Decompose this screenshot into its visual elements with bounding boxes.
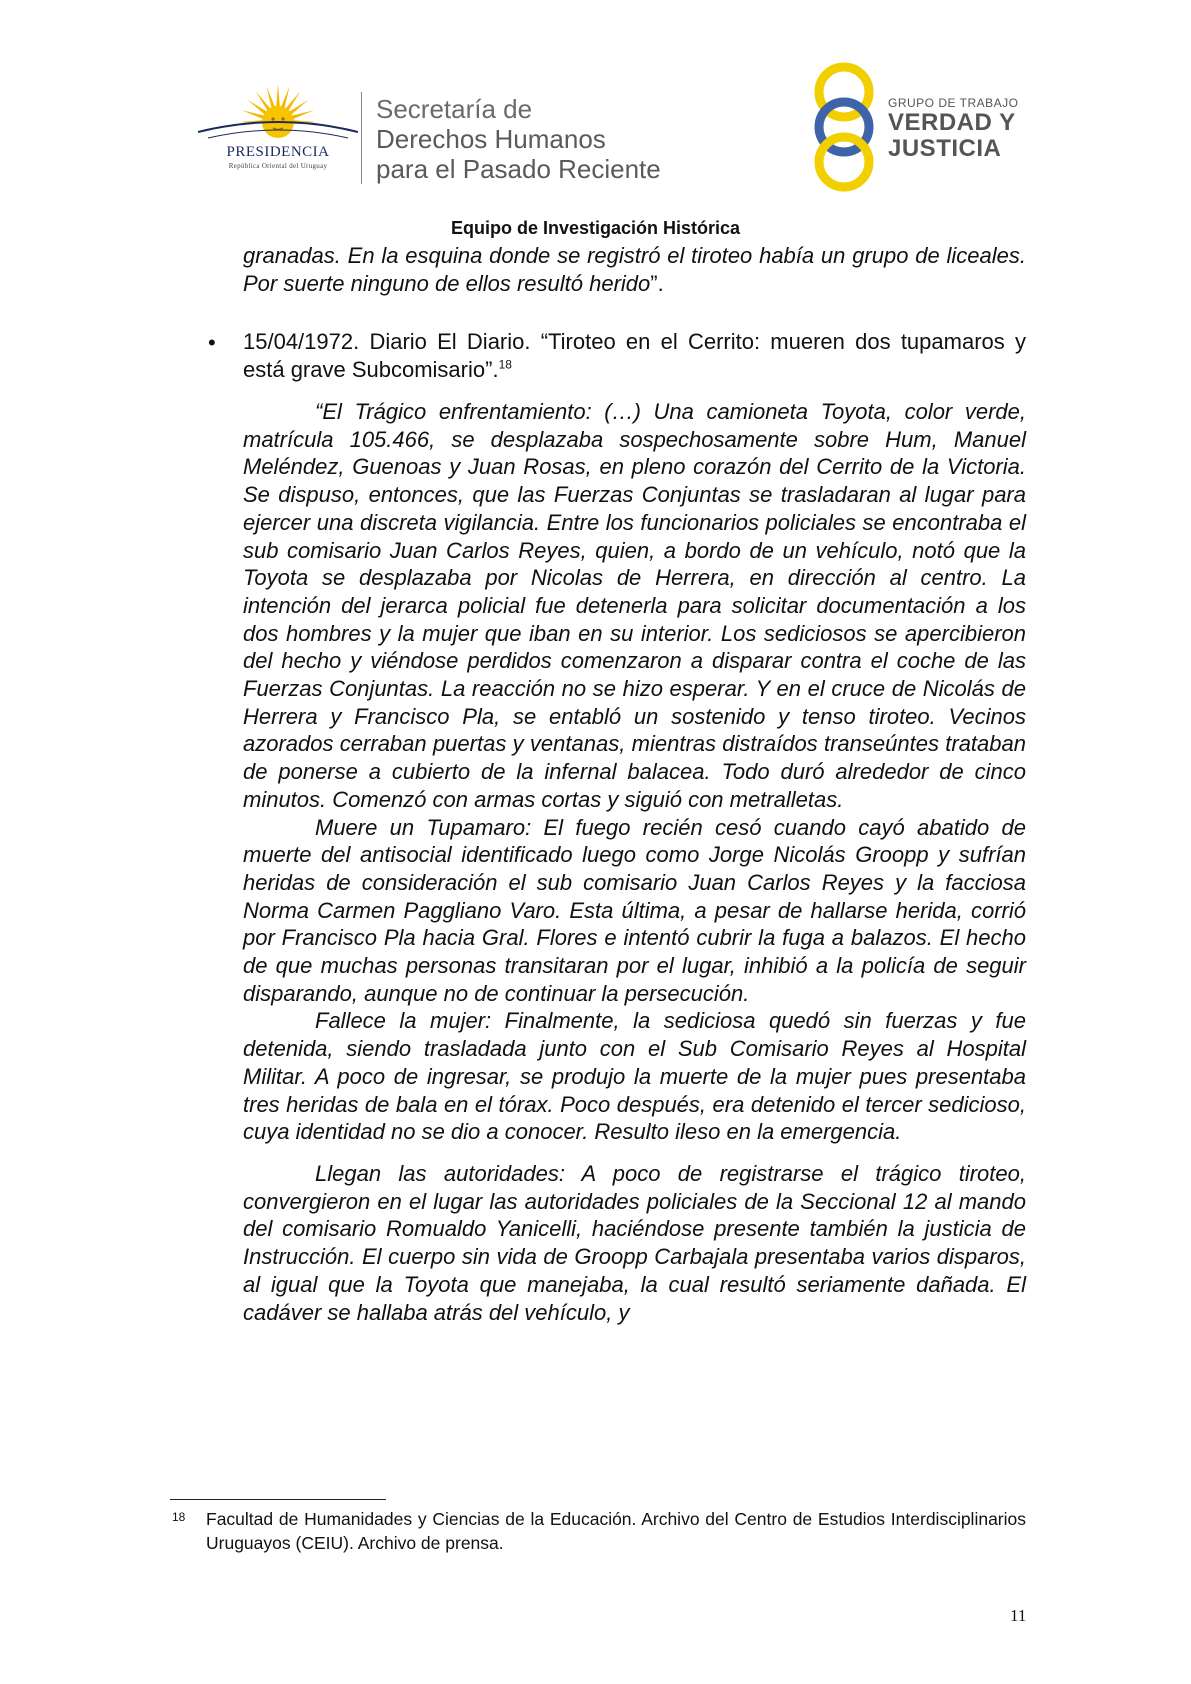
page-header xyxy=(0,0,1191,200)
footnote-text: Facultad de Humanidades y Ciencias de la Educación. Archivo del Centro de Estudios Interdisciplinarios Uruguayos (CEIU). Archivo de prensa. xyxy=(206,1509,1026,1553)
continuation-paragraph xyxy=(243,242,1026,297)
secretaria-line-2: Derechos Humanos xyxy=(376,124,606,154)
header-divider xyxy=(361,92,362,184)
quote-paragraph-1: “El Trágico enfrentamiento: (…) Una camioneta Toyota, color verde, matrícula 105.466, se desplazaba sospechosamente sobre Hum, Manuel Meléndez, Guenoas y Juan Rosas, en pleno corazón del Cerrito de la Victoria. Se dispuso, entonces, que las Fuerzas Conjuntas se trasladaran al lugar para ejercer una discreta vigilancia. Entre los funcionarios policiales se encontraba el sub comisario Juan Carlos Reyes, quien, a bordo de un vehículo, notó que la Toyota se desplazaba por Nicolas de Herrera, en dirección al centro. La intención del jerarca policial fue detenerla para solicitar documentación a los dos hombres y la mujer que iban en su interior. Los sediciosos se apercibieron del hecho y viéndose perdidos comenzaron a disparar contra el coche de las Fuerzas Conjuntas. La reacción no se hizo esperar. Y en el cruce de Nicolás de Herrera y Francisco Pla, se entabló un sostenido y tenso tiroteo. Vecinos azorados cerraban puertas y ventanas, mientras distraídos transeúntes trataban de ponerse a cubierto de la infernal balacea. Todo duró alrededor de cinco minutos. Comenzó con armas cortas y siguió con metralletas. xyxy=(243,399,1026,812)
presidencia-logo xyxy=(198,82,358,182)
bullet-item xyxy=(243,328,1026,383)
bullet-mark: • xyxy=(208,330,216,355)
secretaria-title xyxy=(376,94,661,184)
team-title: Equipo de Investigación Histórica xyxy=(450,218,741,238)
quote-paragraph-2: Muere un Tupamaro: El fuego recién cesó cuando cayó abatido de muerte del antisocial identificado luego como Jorge Nicolás Groopp y sufrían heridas de consideración el sub comisario Juan Carlos Reyes y la facciosa Norma Carmen Paggliano Varo. Esta última, a pesar de hallarse herida, corrió por Francisco Pla hacia Gral. Flores e intentó cubrir la fuga a balazos. El hecho de que muchas personas transitaran por el lugar, inhibió a la policía de seguir disparando, aunque no de continuar la persecución. xyxy=(243,814,1026,1006)
quote-paragraph-3: Fallece la mujer: Finalmente, la sediciosa quedó sin fuerzas y fue detenida, siendo trasladada junto con el Sub Comisario Reyes al Hospital Militar. A poco de ingresar, se produjo la muerte de la mujer pues presentaba tres heridas de bala en el tórax. Poco después, era detenido el tercer sedicioso, cuya identidad no se dio a conocer. Resulto ileso en la emergencia. xyxy=(243,1008,1026,1145)
presidencia-subtitle: República Oriental del Uruguay xyxy=(228,162,328,170)
grupo-big-1: VERDAD Y xyxy=(888,109,1016,136)
footnote-ref[interactable]: 18 xyxy=(498,357,512,372)
page-number: 11 xyxy=(1010,1606,1027,1625)
presidencia-name: PRESIDENCIA xyxy=(226,144,330,160)
grupo-small: GRUPO DE TRABAJO xyxy=(888,96,1019,110)
continuation-end: ”. xyxy=(650,270,664,296)
quote-paragraph-4: Llegan las autoridades: A poco de registrarse el trágico tiroteo, convergieron en el lugar las autoridades policiales de la Seccional 12 al mando del comisario Romualdo Yanicelli, haciéndose presente también la justicia de Instrucción. El cuerpo sin vida de Groopp Carbajala presentaba varios disparos, al igual que la Toyota que manejaba, la cual resultó seriamente dañada. El cadáver se hallaba atrás del vehículo, y xyxy=(243,1160,1026,1325)
grupo-trabajo-text xyxy=(888,96,1018,162)
grupo-big-2: JUSTICIA xyxy=(888,135,1002,162)
bullet-text: 15/04/1972. Diario El Diario. “Tiroteo en el Cerrito: mueren dos tupamaros y está grave Subcomisario”. xyxy=(243,329,1026,382)
sun-icon xyxy=(198,82,358,142)
footnote-number: 18 xyxy=(172,1510,186,1524)
footnote-rule xyxy=(170,1499,386,1500)
secretaria-line-1: Secretaría de xyxy=(376,94,533,124)
secretaria-line-3: para el Pasado Reciente xyxy=(376,154,661,184)
quote-block xyxy=(243,398,1026,1326)
continuation-text: granadas. En la esquina donde se registró el tiroteo había un grupo de liceales. Por suerte ninguno de ellos resultó herido xyxy=(243,243,1026,296)
